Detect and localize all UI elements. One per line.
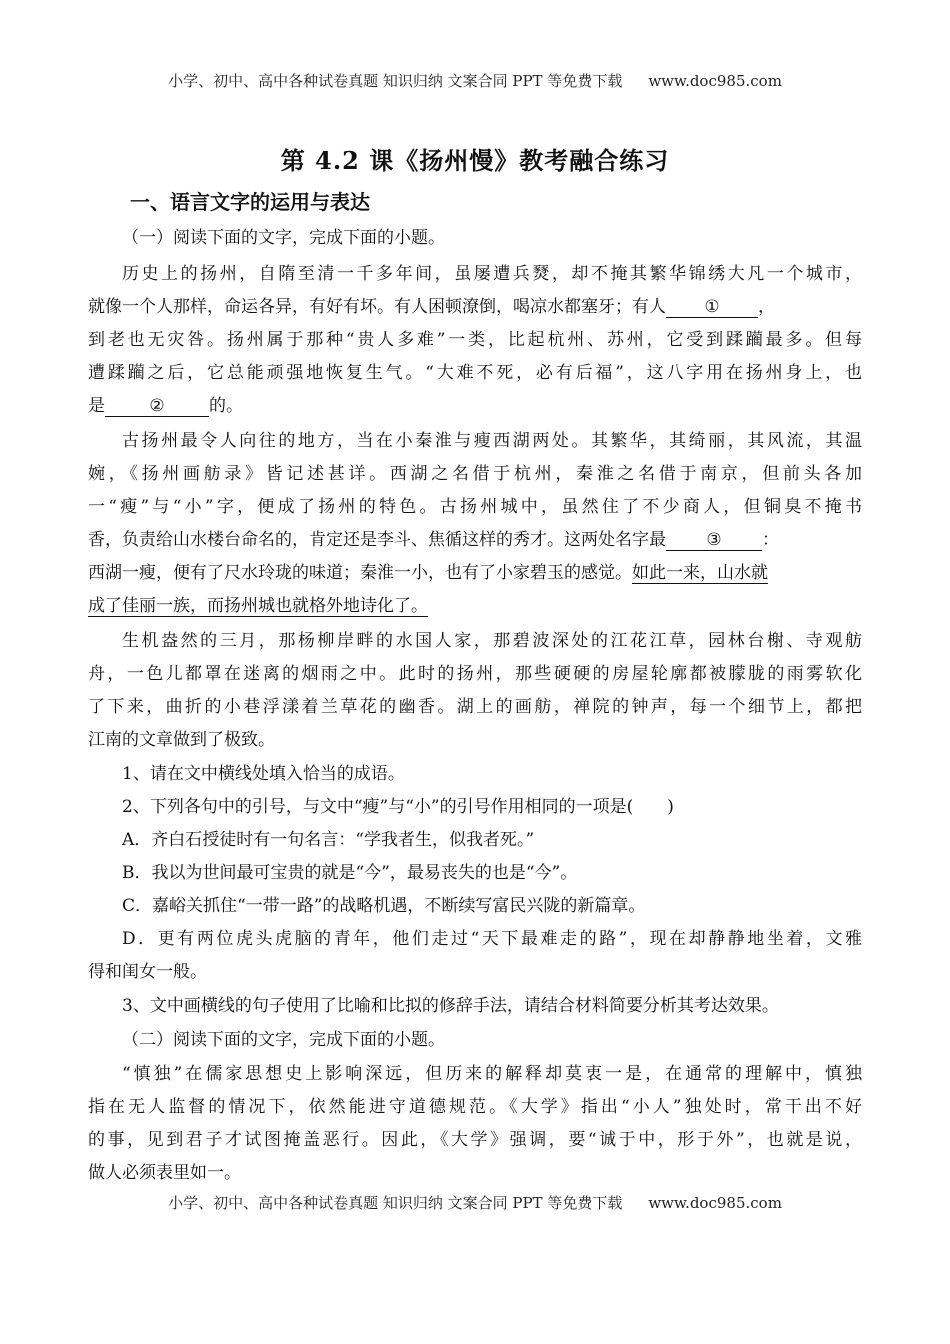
p3-line: 江南的文章做到了极致。: [88, 730, 275, 750]
p4-line: 做人必须表里如一。: [88, 1163, 241, 1183]
p1-text: 的。: [209, 396, 243, 416]
blank-3: ③: [666, 530, 762, 551]
question-1: 1、请在文中横线处填入恰当的成语。: [122, 764, 405, 784]
section-heading: 一、语言文字的运用与表达: [130, 190, 370, 214]
option-b: B．我以为世间最可宝贵的就是“今”，最易丧失的也是“今”。: [122, 863, 578, 883]
header-url[interactable]: www.doc985.com: [648, 72, 782, 90]
p2-line: [88, 594, 428, 618]
p2-line: 古扬州最令人向往的地方，当在小秦淮与瘦西湖两处。其繁华，其绮丽，其风流，其温: [122, 431, 862, 451]
p1-text: ，: [758, 297, 775, 317]
header-text: 小学、初中、高中各种试卷真题 知识归纳 文案合同 PPT 等免费下载: [168, 72, 623, 90]
p1-text: 就像一个人那样，命运各异，有好有坏。有人困顿潦倒，喝凉水都塞牙；有人: [88, 297, 666, 317]
part1-intro: （一）阅读下面的文字，完成下面的小题。: [122, 228, 445, 248]
option-d-cont: 得和闺女一般。: [88, 962, 207, 982]
underlined-sentence: 成了佳丽一族，而扬州城也就格外地诗化了。: [88, 596, 428, 616]
p1-line: [88, 394, 243, 418]
page-header: [0, 70, 950, 91]
question-2: 2、下列各句中的引号，与文中“瘦”与“小”的引号作用相同的一项是( ): [122, 797, 674, 817]
p4-line: 指在无人监督的情况下，依然能进守道德规范。《大学》指出“小人”独处时，常干出不好: [88, 1097, 862, 1117]
blank-1: ①: [666, 297, 758, 318]
p1-text: 是: [88, 396, 105, 416]
p1-line: 到老也无灾咎。扬州属于那种“贵人多难”一类，比起杭州、苏州，它受到蹂躏最多。但每: [88, 330, 862, 350]
page-title: 第 4.2 课《扬州慢》教考融合练习: [280, 146, 670, 175]
p2-line: 婉，《扬州画舫录》皆记述甚详。西湖之名借于杭州，秦淮之名借于南京，但前头各加: [88, 464, 862, 484]
p1-line: 历史上的扬州，自隋至清一千多年间，虽屡遭兵燹，却不掩其繁华锦绣大凡一个城市，: [122, 264, 862, 284]
p3-line: 舟，一色儿都罩在迷离的烟雨之中。此时的扬州，那些硬硬的房屋轮廓都被朦胧的雨雾软化: [88, 664, 862, 684]
p1-line: 遭蹂躏之后，它总能顽强地恢复生气。“大难不死，必有后福”，这八字用在扬州身上，也: [88, 363, 862, 383]
p4-line: “慎独”在儒家思想史上影响深远，但历来的解释却莫衷一是，在通常的理解中，慎独: [122, 1064, 862, 1084]
p2-text: 西湖一瘦，便有了尺水玲珑的味道；秦淮一小，也有了小家碧玉的感觉。: [88, 563, 632, 583]
footer-text: 小学、初中、高中各种试卷真题 知识归纳 文案合同 PPT 等免费下载: [168, 1194, 623, 1212]
question-3: 3、文中画横线的句子使用了比喻和比拟的修辞手法，请结合材料简要分析其考达效果。: [122, 996, 779, 1016]
option-c: C．嘉峪关抓住“一带一路”的战略机遇，不断续写富民兴陇的新篇章。: [122, 896, 646, 916]
p3-line: 了下来，曲折的小巷浮漾着兰草花的幽香。湖上的画舫，禅院的钟声，每一个细节上，都把: [88, 697, 862, 717]
option-a: A．齐白石授徒时有一句名言：“学我者生，似我者死。”: [122, 830, 535, 850]
p2-text: 香，负责给山水楼台命名的，肯定还是李斗、焦循这样的秀才。这两处名字最: [88, 530, 666, 550]
part2-intro: （二）阅读下面的文字，完成下面的小题。: [122, 1030, 445, 1050]
p2-text: ：: [762, 530, 779, 550]
p3-line: 生机盎然的三月，那杨柳岸畔的水国人家，那碧波深处的江花江草，园林台榭、寺观舫: [122, 631, 862, 651]
underlined-sentence: 如此一来，山水就: [632, 563, 768, 583]
p4-line: 的事，见到君子才试图掩盖恶行。因此，《大学》强调，要“诚于中，形于外”，也就是说，: [88, 1130, 862, 1150]
p2-line: 一“瘦”与“小”字，便成了扬州的特色。古扬州城中，虽然住了不少商人，但铜臭不掩书: [88, 497, 862, 517]
p2-line: [88, 561, 768, 585]
p1-line: [88, 295, 775, 319]
blank-2: ②: [105, 396, 209, 417]
page-footer: [0, 1192, 950, 1213]
p2-line: [88, 528, 779, 552]
option-d: D．更有两位虎头虎脑的青年，他们走过“天下最难走的路”，现在却静静地坐着，文雅: [122, 929, 862, 949]
footer-url[interactable]: www.doc985.com: [648, 1194, 782, 1212]
